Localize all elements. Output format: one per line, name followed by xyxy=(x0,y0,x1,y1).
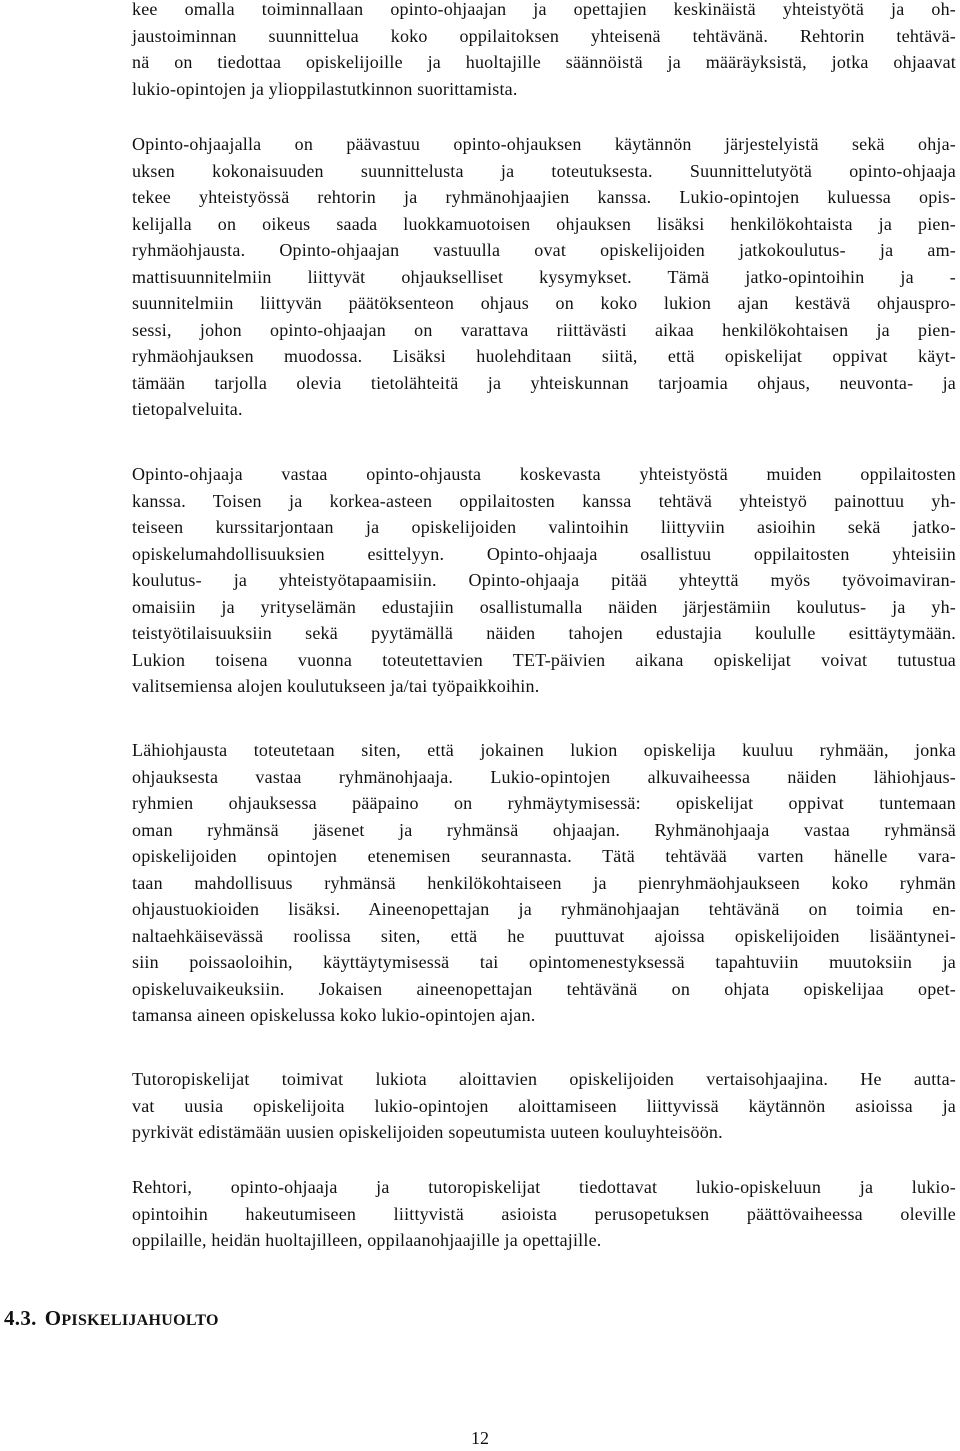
text-line: kee omalla toiminnallaan opinto-ohjaajan ja opettajien keskinäistä yhteistyötä ja oh- xyxy=(132,0,956,19)
section-title-rest: PISKELIJAHUOLTO xyxy=(61,1312,219,1329)
text-line: opiskelumahdollisuuksien esittelyyn. Opinto-ohjaaja osallistuu oppilaitosten yhteisiin xyxy=(132,543,956,564)
text-line: ohjauksesta vastaa ryhmänohjaaja. Lukio-opintojen alkuvaiheessa näiden lähiohjaus- xyxy=(132,766,956,787)
text-line: vat uusia opiskelijoita lukio-opintojen aloittamiseen liittyvissä käytännön asioissa ja xyxy=(132,1095,956,1116)
text-line: taan mahdollisuus ryhmänsä henkilökohtaiseen ja pienryhmäohjaukseen koko ryhmän xyxy=(132,872,956,893)
text-line: Rehtori, opinto-ohjaaja ja tutoropiskelijat tiedottavat lukio-opiskeluun ja lukio- xyxy=(132,1177,956,1197)
text-line: opiskeluvaikeuksiin. Jokaisen aineenopettajan tehtävänä on ohjata opiskelijaa opet- xyxy=(132,978,956,999)
text-line: ryhmien ohjauksessa pääpaino on ryhmäytymisessä: opiskelijat oppivat tuntemaan xyxy=(132,793,956,813)
text-line: oppilaille, heidän huoltajilleen, oppilaanohjaajille ja opettajille. xyxy=(132,1230,602,1250)
text-line: suunnitelmiin liittyvän päätöksenteon ohjaus on koko lukion ajan kestävä ohjauspro- xyxy=(132,293,956,313)
text-line: lukio-opintojen ja ylioppilastutkinnon suorittamista. xyxy=(132,78,518,99)
text-line: kelijalla on oikeus saada luokkamuotoisen ohjauksen lisäksi henkilökohtaista ja pien- xyxy=(132,213,956,234)
text-line: Lähiohjausta toteutetaan siten, että jokainen lukion opiskelija kuuluu ryhmään, jonka xyxy=(132,740,956,760)
text-line: ryhmäohjausta. Opinto-ohjaajan vastuulla ovat opiskelijoiden jatkokoulutus- ja am- xyxy=(132,240,956,260)
text-line: ryhmäohjauksen muodossa. Lisäksi huolehditaan siitä, että opiskelijat oppivat käyt- xyxy=(132,346,956,366)
text-line: oman ryhmänsä jäsenet ja ryhmänsä ohjaajan. Ryhmänohjaaja vastaa ryhmänsä xyxy=(132,819,956,840)
text-line: omaisiin ja yrityselämän edustajiin osallistumalla näiden järjestämiin koulutus- ja yh- xyxy=(132,596,956,617)
text-line: jaustoiminnan suunnittelua koko oppilaitoksen yhteisenä tehtävänä. Rehtorin tehtävä- xyxy=(132,25,956,46)
text-line: Lukion toisena vuonna toteutettavien TET-päivien aikana opiskelijat voivat tutustua xyxy=(132,649,956,670)
page-number: 12 xyxy=(471,1428,489,1448)
text-line: tietopalveluita. xyxy=(132,399,243,419)
text-line: Opinto-ohjaaja vastaa opinto-ohjausta koskevasta yhteistyöstä muiden oppilaitosten xyxy=(132,464,956,484)
text-line: nä on tiedottaa opiskelijoille ja huoltajille säännöistä ja määräyksistä, jotka ohjaavat xyxy=(132,52,956,72)
text-line: teistyötilaisuuksiin sekä pyytämällä näiden tahojen edustajia koululle esittäytymään. xyxy=(132,623,956,643)
text-line: kanssa. Toisen ja korkea-asteen oppilaitosten kanssa tehtävä yhteistyö painottuu yh- xyxy=(132,490,956,511)
section-number: 4.3. xyxy=(4,1306,37,1330)
text-line: tämään tarjolla olevia tietolähteitä ja yhteiskunnan tarjoamia ohjaus, neuvonta- ja xyxy=(132,372,956,393)
text-line: opintoihin hakeutumiseen liittyvistä asioista perusopetuksen päättövaiheessa oleville xyxy=(132,1203,956,1224)
paragraph-3 xyxy=(132,461,956,700)
text-line: pyrkivät edistämään uusien opiskelijoiden sopeutumista uuteen kouluyhteisöön. xyxy=(132,1122,723,1142)
section-title-initial: O xyxy=(44,1306,62,1330)
text-line: opiskelijoiden opintojen etenemisen seurannasta. Tätä tehtävää varten hänelle vara- xyxy=(132,846,956,866)
paragraph-4 xyxy=(132,737,956,1029)
text-line: teiseen kurssitarjontaan ja opiskelijoiden valintoihin liittyviin asioihin sekä jatko- xyxy=(132,517,956,537)
paragraph-5 xyxy=(132,1066,956,1146)
text-line: naltaehkäisevässä roolissa siten, että he puuttuvat ajoissa opiskelijoiden lisääntynei- xyxy=(132,925,956,946)
text-line: Opinto-ohjaajalla on päävastuu opinto-ohjauksen käytännön järjestelyistä sekä ohja- xyxy=(132,134,956,154)
text-line: koulutus- ja yhteistyötapaamisiin. Opinto-ohjaaja pitää yhteyttä myös työvoimaviran- xyxy=(132,570,956,590)
text-line: sessi, johon opinto-ohjaajan on varattava riittävästi aikaa henkilökohtaisen ja pien- xyxy=(132,319,956,340)
text-line: siin poissaoloihin, käyttäytymisessä tai opintomenestyksessä tapahtuviin muutoksiin ja xyxy=(132,952,956,972)
text-line: Tutoropiskelijat toimivat lukiota aloittavien opiskelijoiden vertaisohjaajina. He autta- xyxy=(132,1069,956,1089)
text-line: ohjaustuokioiden lisäksi. Aineenopettajan ja ryhmänohjaajan tehtävänä on toimia en- xyxy=(132,899,956,919)
text-line: tekee yhteistyössä rehtorin ja ryhmänohjaajien kanssa. Lukio-opintojen kuluessa opis- xyxy=(132,187,956,207)
paragraph-2 xyxy=(132,131,956,423)
text-line: uksen kokonaisuuden suunnittelusta ja toteutuksesta. Suunnittelutyötä opinto-ohjaaja xyxy=(132,160,956,181)
text-line: valitsemiensa alojen koulutukseen ja/tai työpaikkoihin. xyxy=(132,676,540,696)
section-heading xyxy=(4,1306,219,1331)
paragraph-6 xyxy=(132,1174,956,1254)
text-line: tamansa aineen opiskelussa koko lukio-opintojen ajan. xyxy=(132,1005,536,1025)
text-line: mattisuunnitelmiin liittyvät ohjaukselliset kysymykset. Tämä jatko-opintoihin ja - xyxy=(132,266,956,287)
paragraph-1 xyxy=(132,0,956,102)
